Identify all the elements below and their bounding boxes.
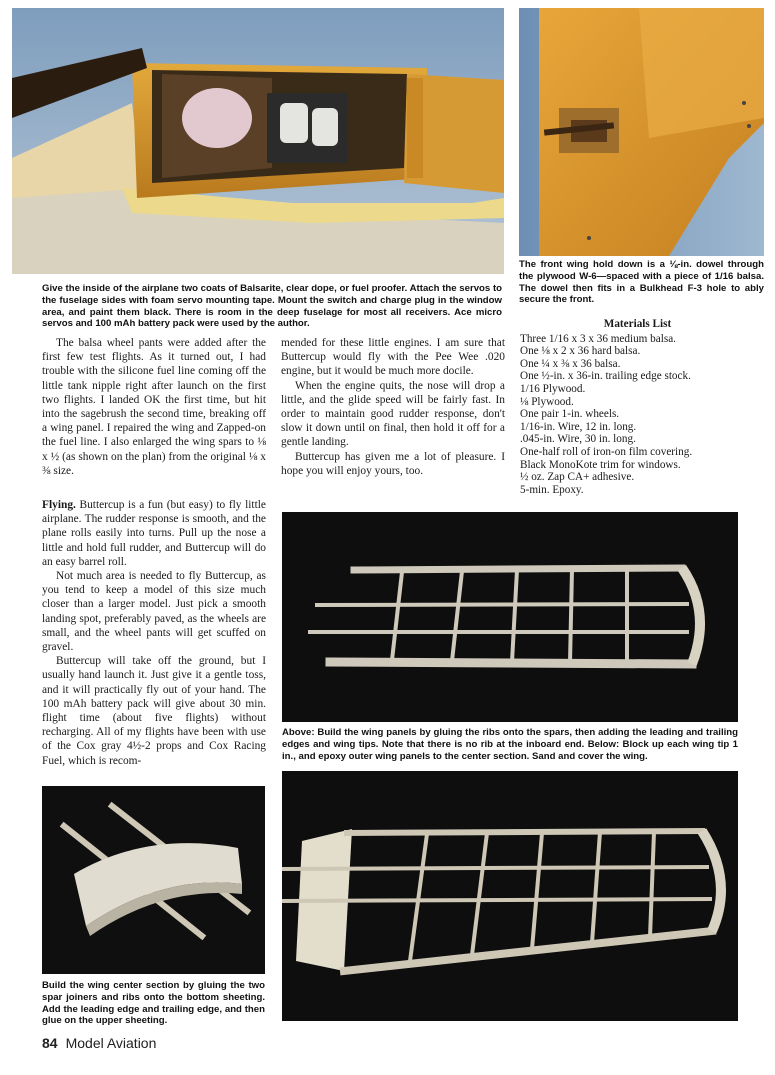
paragraph: Buttercup has given me a lot of pleasure. I hope you will enjoy yours, too.	[281, 450, 505, 477]
page-number: 84	[42, 1035, 58, 1051]
materials-item: One pair 1-in. wheels.	[520, 408, 620, 421]
wing-holddown-caption: The front wing hold down is a ⅛-in. dowel through the plywood W-6—spaced with a piece of 1/16 balsa. The dowel then fits in a Bulkhead F-3 hole to ably secure the front.	[519, 259, 764, 306]
wing-panel-frame-photo	[282, 512, 738, 722]
page-footer	[42, 1035, 156, 1051]
flying-text: Buttercup is a fun (but easy) to fly little airplane. The rudder response is smooth, and the plane rolls easily into turns. Pull up the nose a little and hold full rudder, and Buttercup will do an easy barrel roll.	[42, 499, 266, 568]
fuselage-photo-caption: Give the inside of the airplane two coats of Balsarite, clear dope, or fuel proofer. Attach the servos to the fuselage sides with foam servo mounting tape. Mount the switch and charge plug in the window area, and paint them black. There is room in the deep fuselage for most all receivers. Ace micro servos and 100 mAh battery pack were used by the author.	[42, 283, 502, 330]
flying-heading: Flying.	[42, 499, 76, 511]
materials-items	[520, 333, 755, 497]
paragraph: When the engine quits, the nose will drop a little, and the glide speed will be fairly fast. In order to maintain good rudder response, don't slow it down until on final, then hold it off for a gentle landing.	[281, 379, 505, 449]
materials-item: Black MonoKote trim for windows.	[520, 458, 681, 471]
materials-item: 1/16 Plywood.	[520, 382, 586, 395]
body-column-1-flying	[42, 498, 266, 768]
body-column-1-top	[42, 336, 266, 478]
wing-holddown-photo	[519, 8, 764, 256]
center-section-caption: Build the wing center section by gluing the two spar joiners and ribs onto the bottom sheeting. Add the leading edge and trailing edge, and then glue on the upper sheeting.	[42, 980, 265, 1027]
materials-item: One ⅛ x 2 x 36 hard balsa.	[520, 345, 641, 358]
materials-title: Materials List	[603, 318, 672, 330]
materials-item: Three 1/16 x 3 x 36 medium balsa.	[520, 332, 676, 345]
materials-list	[520, 318, 755, 496]
paragraph: mended for these little engines. I am sure that Buttercup would fly with the Pee Wee .020 engine, but it would be much more docile.	[281, 337, 505, 378]
center-section-photo	[42, 786, 265, 974]
magazine-name: Model Aviation	[65, 1035, 157, 1051]
fuselage-interior-photo	[12, 8, 504, 274]
wing-panels-caption: Above: Build the wing panels by gluing the ribs onto the spars, then adding the leading and trailing edges and wing tips. Note that there is no rib at the inboard end. Below: Block up each wing tip 1 in., and epoxy outer wing panels to the center section. Sand and cover the wing.	[282, 727, 738, 762]
materials-item: One ¼ x ⅜ x 36 balsa.	[520, 357, 621, 370]
materials-item: 5-min. Epoxy.	[520, 483, 584, 496]
body-column-2	[281, 336, 505, 478]
materials-item: One-half roll of iron-on film covering.	[520, 445, 693, 458]
materials-item: One ½-in. x 36-in. trailing edge stock.	[520, 370, 691, 383]
assembled-wing-photo	[282, 771, 738, 1021]
flying-paragraph	[42, 498, 266, 569]
materials-item: 1/16-in. Wire, 12 in. long.	[520, 420, 637, 433]
materials-item: ⅛ Plywood.	[520, 395, 574, 408]
paragraph: Not much area is needed to fly Buttercup, as you tend to keep a model of this size much closer than a larger model. Just pick a smooth landing spot, preferably paved, as the wheels are small, and the wheel pants will get scuffed on gravel.	[42, 570, 266, 654]
paragraph: The balsa wheel pants were added after the first few test flights. As it turned out, I had trouble with the silicone fuel line coming off the little tank nipple right after launch on the first two flights. I landed OK the first time, but hit into the sagebrush the second time, breaking off a wing panel. I repaired the wing and Zapped-on the fuel line. I also enlarged the wing spars to ⅛ x ½ (as shown on the plan) from the original ⅛ x ⅜ size.	[42, 337, 266, 477]
paragraph: Buttercup will take off the ground, but I usually hand launch it. Just give it a gentle toss, and it will practically fly out of your hand. The 100 mAh battery pack will give about 30 min. flight time (about five flights) without recharging. All of my flights have been with use of the Cox gray 4½-2 props and Cox Racing Fuel, which is recom-	[42, 655, 266, 767]
materials-item: ½ oz. Zap CA+ adhesive.	[520, 471, 635, 484]
materials-item: .045-in. Wire, 30 in. long.	[520, 433, 636, 446]
